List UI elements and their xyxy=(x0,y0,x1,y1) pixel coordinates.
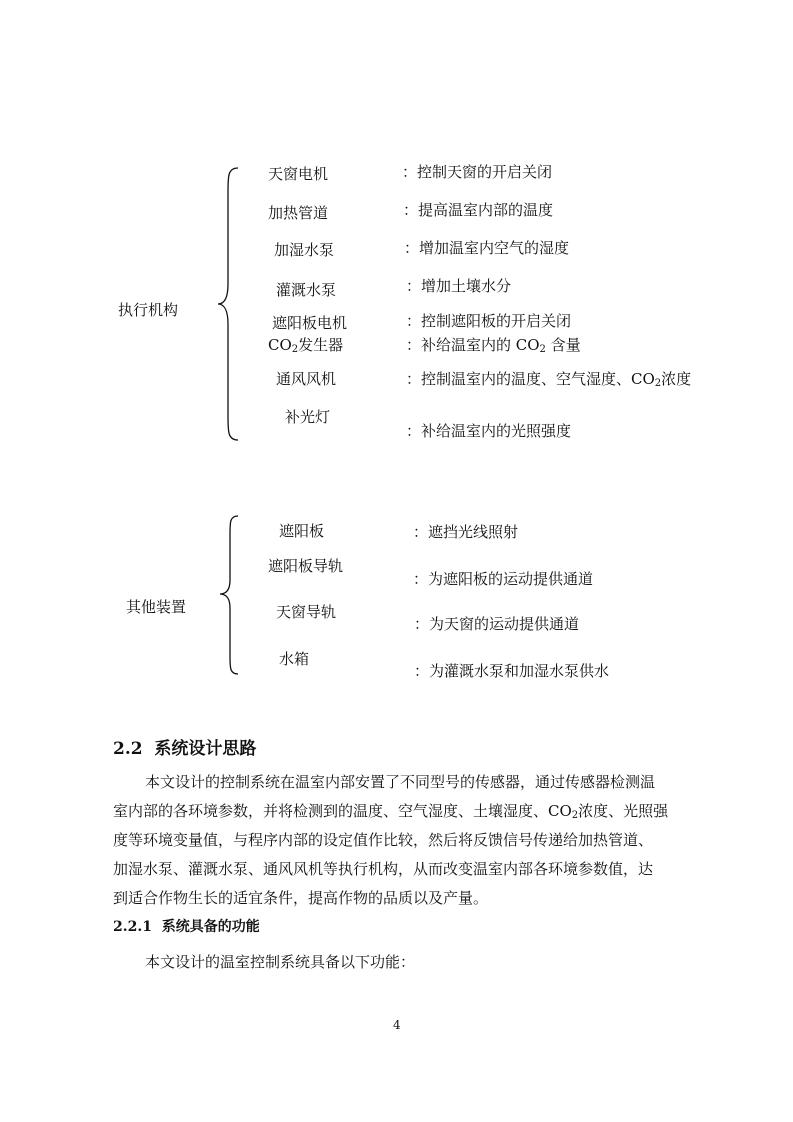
left-brace-icon xyxy=(216,166,240,442)
g2-item-desc: ：遮挡光线照射 xyxy=(413,523,519,541)
g1-item-name: 补光灯 xyxy=(285,408,331,426)
g1-item-name: 通风风机 xyxy=(276,370,337,388)
section-paragraph xyxy=(113,768,695,913)
page-number: 4 xyxy=(393,1018,401,1032)
g1-item-name: $CO_2$发生器 xyxy=(268,336,344,355)
g2-item-name: 遮阳板 xyxy=(279,522,325,540)
g1-item-name: 加湿水泵 xyxy=(274,241,335,259)
g1-item-desc: ：控制温室内的温度、空气湿度、$CO_2$浓度 xyxy=(406,370,692,389)
g1-item-desc: ：控制天窗的开启关闭 xyxy=(402,163,553,181)
subsection-heading xyxy=(113,917,260,937)
subsection-number: 2.2.1 xyxy=(113,919,152,935)
left-brace-icon xyxy=(218,514,240,676)
section-heading xyxy=(113,738,256,760)
g1-item-desc: ：增加土壤水分 xyxy=(406,277,512,295)
group1-label: 执行机构 xyxy=(118,301,179,319)
g1-item-desc: ：提高温室内部的温度 xyxy=(403,201,554,219)
g2-item-desc: ：为天窗的运动提供通道 xyxy=(414,615,580,633)
g1-item-desc: ：补给温室内的 $CO_2$ 含量 xyxy=(406,336,581,355)
subsection-paragraph: 本文设计的温室控制系统具备以下功能： xyxy=(145,953,416,971)
g1-item-name: 天窗电机 xyxy=(268,165,329,183)
section-title: 系统设计思路 xyxy=(154,739,257,759)
g2-item-name: 天窗导轨 xyxy=(276,603,337,621)
para-line: 度等环境变量值，与程序内部的设定值作比较，然后将反馈信号传递给加热管道、 xyxy=(113,831,654,849)
g2-item-desc: ：为遮阳板的运动提供通道 xyxy=(413,570,594,588)
g1-item-name: 加热管道 xyxy=(268,204,329,222)
para-line: 室内部的各环境参数，并将检测到的温度、空气湿度、土壤湿度、$CO_2$浓度、光照强 xyxy=(113,802,669,821)
g1-item-name: 灌溉水泵 xyxy=(276,281,337,299)
g2-item-name: 遮阳板导轨 xyxy=(268,557,344,575)
section-number: 2.2 xyxy=(113,739,143,759)
para-line: 本文设计的控制系统在温室内部安置了不同型号的传感器，通过传感器检测温 xyxy=(145,773,656,791)
subsection-title: 系统具备的功能 xyxy=(161,919,260,935)
para-line: 到适合作物生长的适宜条件，提高作物的品质以及产量。 xyxy=(113,889,489,907)
g2-item-desc: ：为灌溉水泵和加湿水泵供水 xyxy=(414,662,610,680)
g1-item-name: 遮阳板电机 xyxy=(272,314,348,332)
g2-item-name: 水箱 xyxy=(279,650,310,668)
g1-item-desc: ：控制遮阳板的开启关闭 xyxy=(406,312,572,330)
group2-label: 其他装置 xyxy=(126,598,187,616)
para-line: 加湿水泵、灌溉水泵、通风风机等执行机构，从而改变温室内部各环境参数值，达 xyxy=(113,860,654,878)
g1-item-desc: ：增加温室内空气的湿度 xyxy=(404,239,570,257)
g1-item-desc: ：补给温室内的光照强度 xyxy=(406,422,572,440)
